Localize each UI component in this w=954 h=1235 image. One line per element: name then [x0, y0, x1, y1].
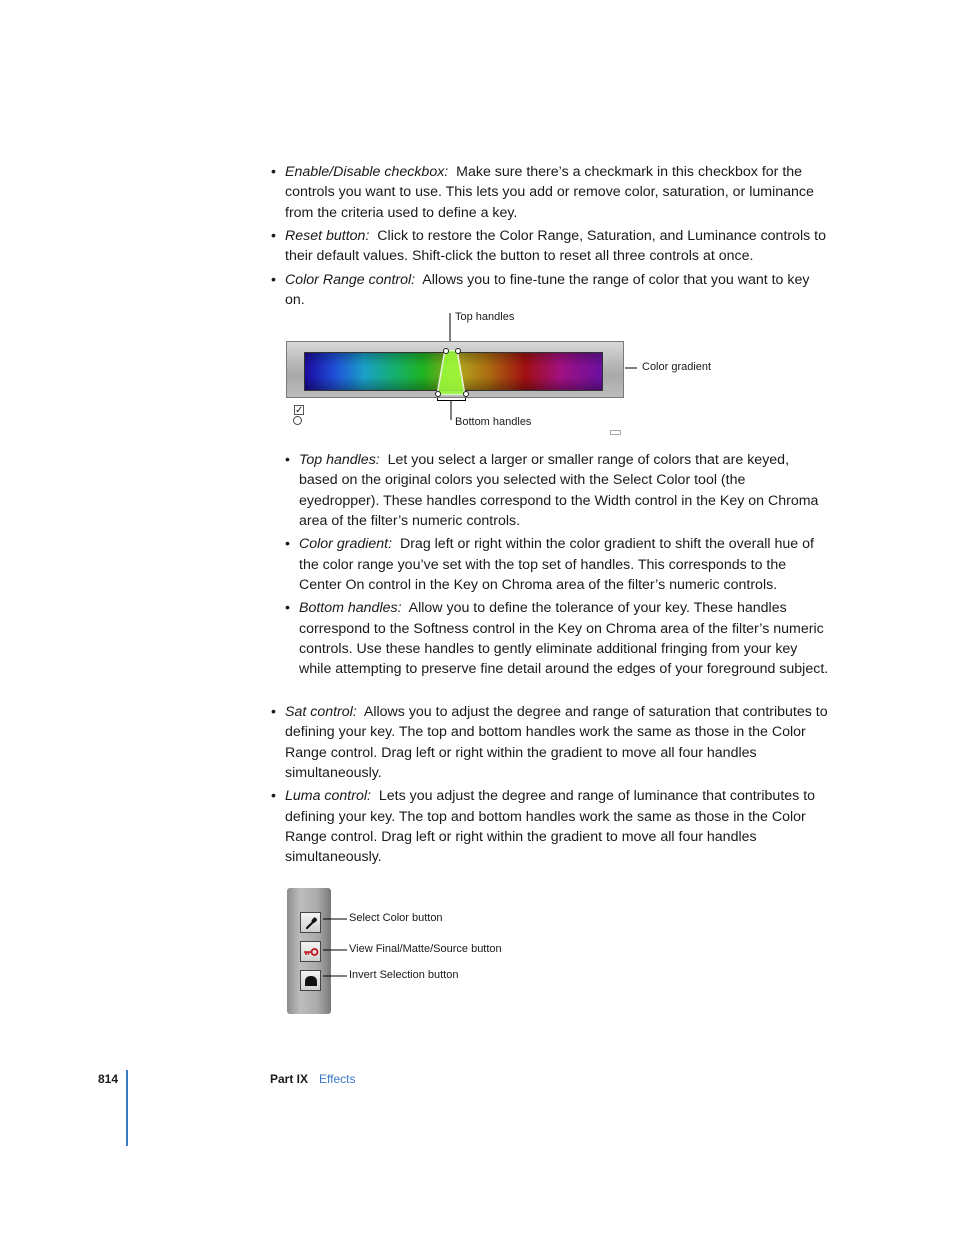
callout-invert-selection: Invert Selection button: [349, 969, 459, 981]
toolbar-figure: [287, 888, 547, 1016]
bullet-color-gradient: • Color gradient: Drag left or right within the color gradient to shift the overall hue of the color range you’ve set with the top set of handles. This corresponds to the Center On control in the Key on Chroma area of the filter’s numeric controls.: [285, 536, 814, 593]
bullet-top-handles: • Top handles: Let you select a larger or smaller range of colors that are keyed, based on the original colors you selected with the Select Color tool (the eyedropper). These handles correspond to the Width control in the Key on Chroma area of the filter’s numeric controls.: [285, 452, 819, 529]
top-bullet-list: [271, 162, 830, 314]
bullet-sat-control: • Sat control: Allows you to adjust the degree and range of saturation that contributes to defining your key. The top and bottom handles work the same as those in the Color Range control. Drag left or right within the gradient to move all four handles simultaneously.: [271, 704, 828, 781]
bullet-reset-button: • Reset button: Click to restore the Color Range, Saturation, and Luminance controls to their default values. Shift-click the button to reset all three controls at once.: [271, 228, 827, 265]
term: Bottom handles:: [299, 600, 402, 617]
term: Color gradient:: [299, 536, 393, 553]
callout-bottom-handles: Bottom handles: [455, 416, 532, 428]
footer-section-link[interactable]: Effects: [319, 1072, 356, 1086]
page-number: 814: [98, 1072, 119, 1086]
bullet-luma-control: • Luma control: Lets you adjust the degree and range of luminance that contributes to defining your key. The top and bottom handles work the same as those in the Color Range control. Drag left or right within the gradient to move all four handles simultaneously.: [271, 788, 816, 866]
description: Drag left or right within the color gradient to shift the overall hue of the color range you’ve set with the top set of handles. This corresponds to the Center On control in the Key on Chroma area of the filter’s numeric controls.: [299, 536, 814, 593]
term: Top handles:: [299, 452, 380, 468]
term: Reset button:: [285, 228, 370, 245]
description: Allows you to adjust the degree and range of saturation that contributes to defining your key. The top and bottom handles work the same as those in the Color Range control. Drag left or right within the gradient to move all four handles simultaneously.: [285, 704, 828, 781]
description: Click to restore the Color Range, Saturation, and Luminance controls to their default values. Shift-click the button to reset all three controls at once.: [285, 228, 827, 265]
description: Lets you adjust the degree and range of luminance that contributes to defining your key. The top and bottom handles work the same as those in the Color Range control. Drag left or right within the gradient to move all four handles simultaneously.: [285, 788, 816, 866]
callout-select-color: Select Color button: [349, 912, 443, 924]
bottom-handle-left[interactable]: [436, 392, 441, 397]
enable-checkbox[interactable]: ✓: [295, 405, 304, 416]
top-handle-right[interactable]: [456, 349, 461, 354]
description: Let you select a larger or smaller range of colors that are keyed, based on the original colors you selected with the Select Color tool (the eyedropper). These handles correspond to the Width control in the Key on Chroma area of the filter’s numeric controls.: [299, 452, 819, 529]
bullet-enable-disable: • Enable/Disable checkbox: Make sure there’s a checkmark in this checkbox for the controls you want to use. This lets you add or remove color, saturation, or luminance from the criteria used to define a key.: [271, 164, 814, 221]
color-range-figure: [285, 308, 725, 433]
description: Allows you to fine-tune the range of color that you want to key on.: [285, 271, 810, 309]
callout-top-handles: Top handles: [455, 311, 515, 323]
bullet-bottom-handles: • Bottom handles: Allow you to define the tolerance of your key. These handles correspond to the Softness control in the Key on Chroma area of the filter’s numeric controls. Use these handles to gently eliminate additional fringing from your key while attempting to preserve fine detail around the edges of your foreground subject.: [285, 600, 829, 678]
callout-color-gradient: Color gradient: [642, 361, 712, 373]
footer-part: Part IX: [270, 1072, 309, 1086]
term: Color Range control:: [285, 271, 416, 288]
term: Sat control:: [285, 704, 357, 720]
footer-rule: [126, 1070, 128, 1146]
bottom-bullet-list: [271, 702, 830, 871]
callout-view-final: View Final/Matte/Source button: [349, 943, 502, 955]
description: Make sure there’s a checkmark in this checkbox for the controls you want to use. This lets you add or remove color, saturation, or luminance from the criteria used to define a key.: [285, 164, 814, 221]
top-handle-left[interactable]: [444, 349, 449, 354]
description: Allow you to define the tolerance of your key. These handles correspond to the Softness control in the Key on Chroma area of the filter’s numeric controls. Use these handles to gently eliminate additional fringing from your key while attempting to preserve fine detail around the edges of your foreground subject.: [299, 600, 829, 678]
term: Luma control:: [285, 788, 371, 805]
term: Enable/Disable checkbox:: [285, 164, 449, 180]
bullet-color-range: • Color Range control: Allows you to fine-tune the range of color that you want to key on.: [271, 271, 810, 309]
sub-bullet-list: [285, 450, 829, 683]
bottom-handle-right[interactable]: [464, 392, 469, 397]
